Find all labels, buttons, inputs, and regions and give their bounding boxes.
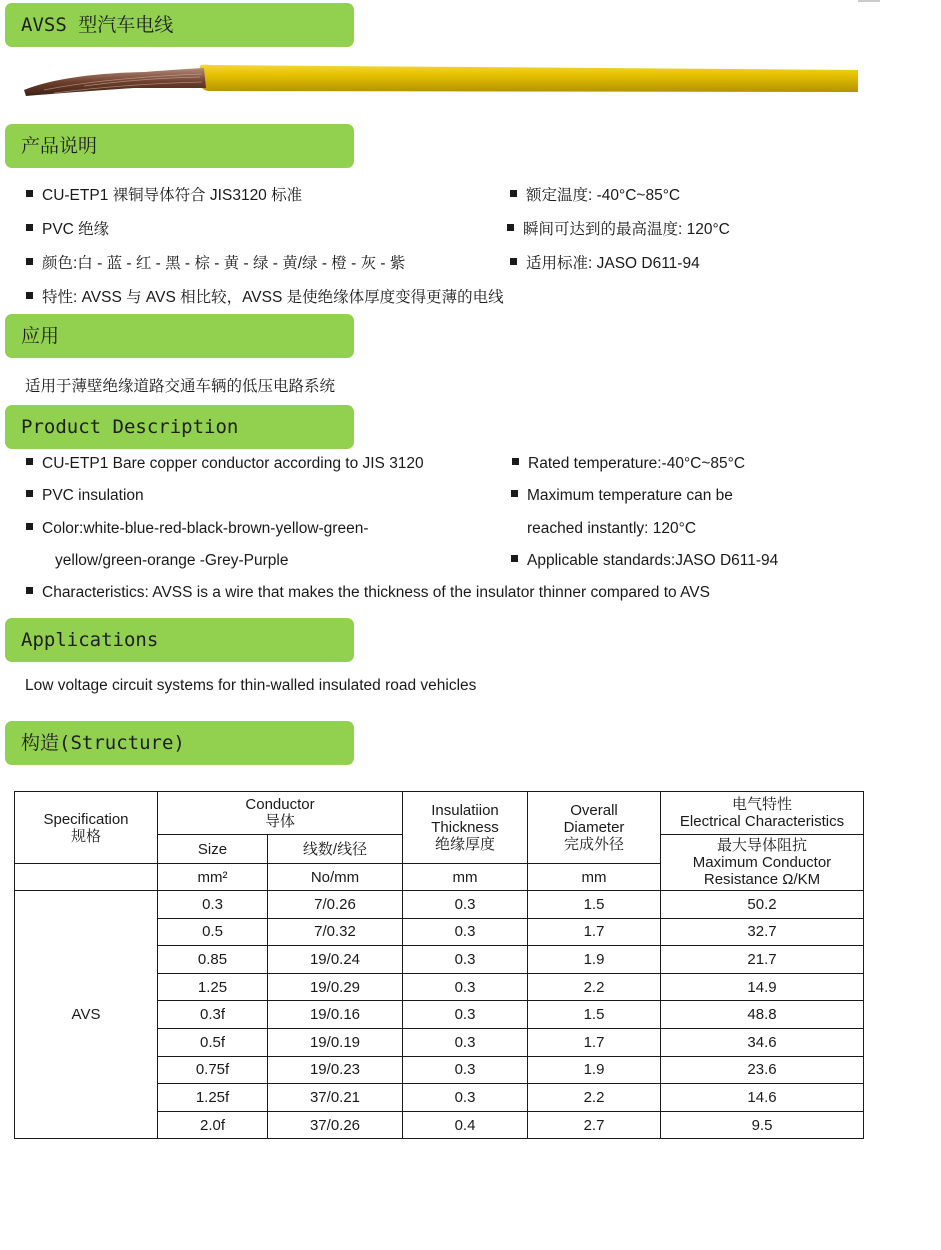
insulation-header-cell: Insulatiion Thickness 绝缘厚度 <box>403 792 528 864</box>
en-desc-item: Applicable standards:JASO D611-94 <box>511 552 778 570</box>
table-cell: 0.3 <box>403 973 528 1001</box>
en-application-header: Applications <box>5 618 354 662</box>
table-cell: 32.7 <box>661 918 864 946</box>
cn-application-text: 适用于薄壁绝缘道路交通车辆的低压电路系统 <box>25 378 336 395</box>
unit-diameter-cell: mm <box>528 864 661 891</box>
bullet-icon <box>26 190 33 197</box>
table-cell: 2.2 <box>528 973 661 1001</box>
en-desc-item-continued: yellow/green-orange -Grey-Purple <box>55 552 289 569</box>
table-cell: 0.3 <box>403 891 528 919</box>
table-cell: 0.3f <box>158 1001 268 1029</box>
en-desc-item: PVC insulation <box>26 487 144 505</box>
bullet-icon <box>511 555 518 562</box>
strands-header-cell: 线数/线径 <box>268 835 403 864</box>
size-header-cell: Size <box>158 835 268 864</box>
structure-header: 构造(Structure) <box>5 721 354 765</box>
bullet-icon <box>507 224 514 231</box>
table-cell: 2.7 <box>528 1111 661 1139</box>
table-cell: 23.6 <box>661 1056 864 1084</box>
en-desc-item: Maximum temperature can be <box>511 487 733 505</box>
table-cell: 34.6 <box>661 1028 864 1056</box>
table-cell: 2.0f <box>158 1111 268 1139</box>
table-cell: 50.2 <box>661 891 864 919</box>
cn-description-header: 产品说明 <box>5 124 354 168</box>
table-cell: 7/0.26 <box>268 891 403 919</box>
table-cell: 19/0.16 <box>268 1001 403 1029</box>
table-cell: 19/0.23 <box>268 1056 403 1084</box>
cn-application-header: 应用 <box>5 314 354 358</box>
table-cell: 0.4 <box>403 1111 528 1139</box>
structure-table <box>14 791 864 1139</box>
table-cell: 37/0.21 <box>268 1084 403 1112</box>
cn-desc-item: 颜色:白 - 蓝 - 红 - 黑 - 棕 - 黄 - 绿 - 黄/绿 - 橙 - 灰 - 紫 <box>26 251 405 273</box>
en-desc-item: Color:white-blue-red-black-brown-yellow-green- <box>26 520 368 538</box>
table-cell: 1.9 <box>528 946 661 974</box>
en-desc-item: CU-ETP1 Bare copper conductor according to JIS 3120 <box>26 455 424 473</box>
cn-desc-item: 特性: AVSS 与 AVS 相比较，AVSS 是使绝缘体厚度变得更薄的电线 <box>26 285 504 307</box>
bullet-icon <box>512 458 519 465</box>
bullet-icon <box>26 458 33 465</box>
unit-strands-cell: No/mm <box>268 864 403 891</box>
cn-desc-item: CU-ETP1 裸铜导体符合 JIS3120 标准 <box>26 183 302 205</box>
overall-diameter-header-cell: Overall Diameter 完成外径 <box>528 792 661 864</box>
table-row <box>15 891 864 919</box>
bullet-icon <box>510 190 517 197</box>
table-cell: 19/0.19 <box>268 1028 403 1056</box>
resistance-header-cell: 最大导体阻抗 Maximum Conductor Resistance Ω/KM <box>661 835 864 891</box>
group-cell: AVS <box>15 891 158 1139</box>
cn-desc-item: PVC 绝缘 <box>26 217 109 239</box>
table-cell: 1.5 <box>528 891 661 919</box>
table-cell: 0.3 <box>403 918 528 946</box>
wire-image <box>24 60 858 100</box>
table-cell: 1.7 <box>528 1028 661 1056</box>
electrical-header-cell: 电气特性 Electrical Characteristics <box>661 792 864 835</box>
table-cell: 0.5 <box>158 918 268 946</box>
table-cell: 1.25 <box>158 973 268 1001</box>
bullet-icon <box>511 490 518 497</box>
cn-desc-item: 适用标准: JASO D611-94 <box>510 251 700 273</box>
table-cell: 9.5 <box>661 1111 864 1139</box>
spec-header-cell: Specification 规格 <box>15 792 158 864</box>
cn-desc-item: 瞬间可达到的最高温度: 120°C <box>507 217 730 239</box>
table-cell: 19/0.29 <box>268 973 403 1001</box>
table-cell: 14.6 <box>661 1084 864 1112</box>
table-cell: 0.5f <box>158 1028 268 1056</box>
table-cell: 1.7 <box>528 918 661 946</box>
cn-desc-item: 额定温度: -40°C~85°C <box>510 183 680 205</box>
table-body <box>15 891 864 1139</box>
top-edge-mark <box>858 0 880 2</box>
table-cell: 0.3 <box>403 1001 528 1029</box>
unit-spec-cell <box>15 864 158 891</box>
table-cell: 1.25f <box>158 1084 268 1112</box>
table-cell: 0.75f <box>158 1056 268 1084</box>
table-cell: 19/0.24 <box>268 946 403 974</box>
bullet-icon <box>26 258 33 265</box>
bullet-icon <box>26 523 33 530</box>
en-desc-item-continued: reached instantly: 120°C <box>527 520 697 537</box>
bullet-icon <box>26 490 33 497</box>
en-desc-item: Rated temperature:-40°C~85°C <box>512 455 745 473</box>
en-description-header: Product Description <box>5 405 354 449</box>
bullet-icon <box>510 258 517 265</box>
unit-size-cell: mm² <box>158 864 268 891</box>
conductor-header-cell: Conductor 导体 <box>158 792 403 835</box>
table-cell: 21.7 <box>661 946 864 974</box>
bullet-icon <box>26 587 33 594</box>
bullet-icon <box>26 224 33 231</box>
table-cell: 1.9 <box>528 1056 661 1084</box>
table-cell: 37/0.26 <box>268 1111 403 1139</box>
table-cell: 0.3 <box>403 1084 528 1112</box>
en-desc-item: Characteristics: AVSS is a wire that makes the thickness of the insulator thinner compared to AVS <box>26 584 710 602</box>
table-cell: 14.9 <box>661 973 864 1001</box>
table-cell: 0.3 <box>403 946 528 974</box>
table-cell: 2.2 <box>528 1084 661 1112</box>
table-cell: 48.8 <box>661 1001 864 1029</box>
title-header: AVSS 型汽车电线 <box>5 3 354 47</box>
bullet-icon <box>26 292 33 299</box>
table-cell: 0.3 <box>403 1028 528 1056</box>
table-cell: 1.5 <box>528 1001 661 1029</box>
table-cell: 0.85 <box>158 946 268 974</box>
table-cell: 0.3 <box>403 1056 528 1084</box>
en-application-text: Low voltage circuit systems for thin-walled insulated road vehicles <box>25 677 477 694</box>
table-cell: 0.3 <box>158 891 268 919</box>
unit-insulation-cell: mm <box>403 864 528 891</box>
table-cell: 7/0.32 <box>268 918 403 946</box>
